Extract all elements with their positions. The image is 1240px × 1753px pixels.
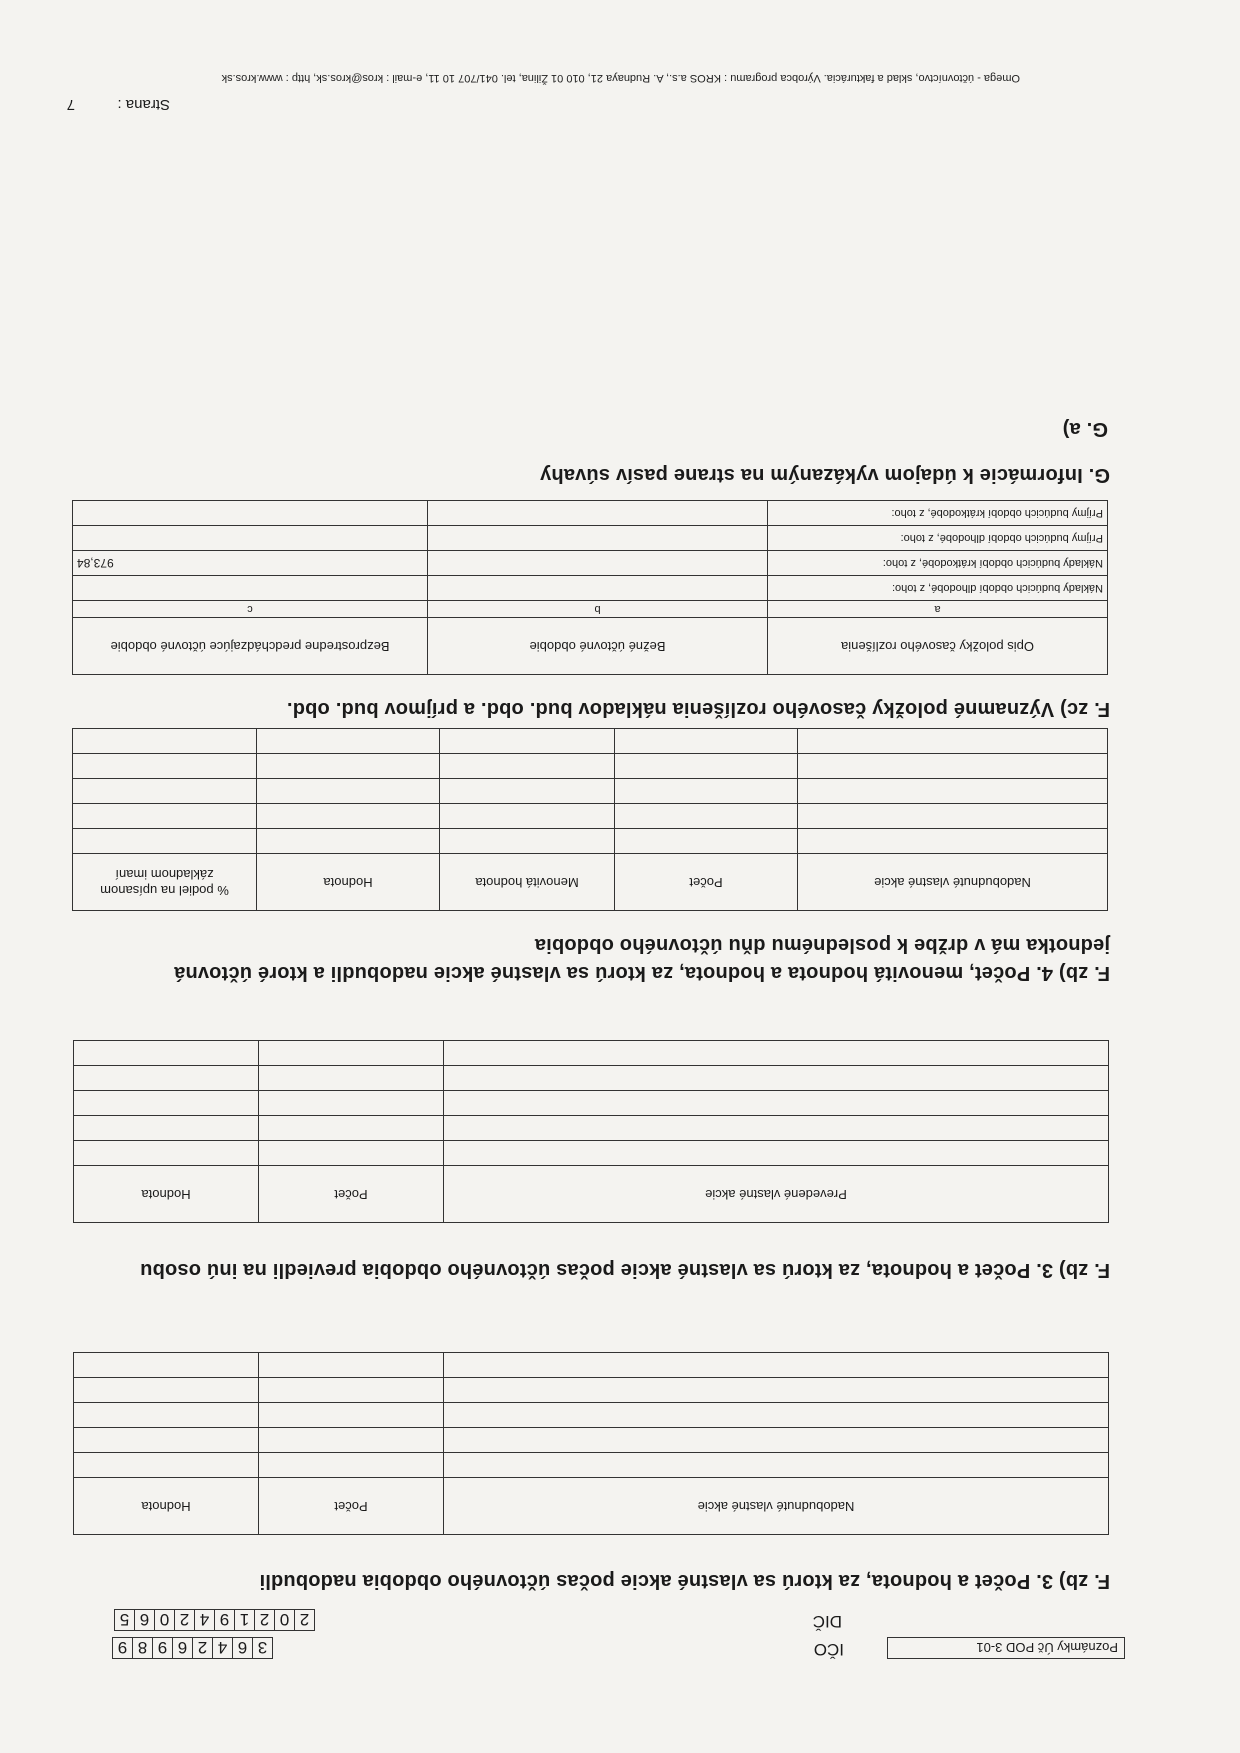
dic-digits (114, 1609, 314, 1631)
table-row (73, 526, 1108, 551)
table-cell (444, 1066, 1109, 1091)
ico-label: IČO (813, 1640, 844, 1659)
table-cell (798, 829, 1108, 854)
table-cell (259, 1353, 444, 1378)
previous-value (73, 526, 428, 551)
section-g-subheading: G. a) (1062, 418, 1108, 440)
column-header: Bezprostredne predchádzajúce účtovné obdobie (73, 618, 428, 675)
previous-value (73, 576, 428, 601)
column-header: % podiel na upísanom základnom imaní (73, 854, 257, 911)
table-cell (74, 1116, 259, 1141)
row-label: Náklady budúcich období dlhodobé, z toho: (768, 576, 1108, 601)
table-cell (444, 1141, 1109, 1166)
table-row (74, 1116, 1109, 1141)
table-cell (444, 1453, 1109, 1478)
table-row (73, 501, 1108, 526)
current-value (428, 526, 768, 551)
table-cell (257, 804, 440, 829)
table-row (73, 576, 1108, 601)
table-row (74, 1403, 1109, 1428)
table-row (73, 551, 1108, 576)
table-row (74, 1066, 1109, 1091)
column-header: Opis položky časového rozlíšenia (768, 618, 1108, 675)
table-cell (440, 804, 615, 829)
transferred-shares-table (73, 1040, 1109, 1223)
held-shares-table (72, 728, 1108, 911)
table-cell (444, 1116, 1109, 1141)
section-zc-heading: F. zc) Významné položky časového rozlíšenia nákladov bud. obd. a príjmov bud. obd. (286, 698, 1110, 720)
acquired-shares-table (73, 1352, 1109, 1535)
table-cell (257, 754, 440, 779)
table-row (73, 729, 1108, 754)
table-cell (74, 1378, 259, 1403)
ico-digit: 2 (192, 1637, 213, 1659)
table-cell (615, 829, 798, 854)
table-cell (74, 1091, 259, 1116)
table-cell (74, 1066, 259, 1091)
table-cell (74, 1041, 259, 1066)
previous-value (73, 501, 428, 526)
section-zb3-transferred-heading: F. zb) 3. Počet a hodnota, za ktorú sa vlastné akcie počas účtovného obdobia previedli na inú osobu (140, 1259, 1110, 1281)
table-row (73, 754, 1108, 779)
table-row (74, 1041, 1109, 1066)
column-header: Hodnota (74, 1166, 259, 1223)
form-label: Poznámky Úč POD 3-01 (887, 1637, 1125, 1659)
row-label: Príjmy budúcich období krátkodobé, z toho: (768, 501, 1108, 526)
dic-digit: 6 (134, 1609, 155, 1631)
table-row (74, 1453, 1109, 1478)
table-cell (259, 1066, 444, 1091)
ico-digit: 6 (172, 1637, 193, 1659)
table-row (74, 1091, 1109, 1116)
column-header: Hodnota (257, 854, 440, 911)
table-cell (259, 1091, 444, 1116)
table-cell (615, 754, 798, 779)
table-cell (444, 1353, 1109, 1378)
column-letter: a (768, 601, 1108, 618)
dic-digit: 1 (234, 1609, 255, 1631)
ico-digit: 6 (232, 1637, 253, 1659)
column-header: Počet (259, 1166, 444, 1223)
table-row (73, 804, 1108, 829)
table-cell (259, 1378, 444, 1403)
accruals-table (72, 500, 1108, 675)
current-value (428, 576, 768, 601)
table-row (73, 779, 1108, 804)
table-cell (798, 804, 1108, 829)
table-cell (259, 1428, 444, 1453)
row-label: Náklady budúcich období krátkodobé, z toho: (768, 551, 1108, 576)
table-cell (615, 779, 798, 804)
page-label: Strana : (117, 96, 170, 113)
page-number: 7 (66, 96, 75, 113)
dic-digit: 5 (114, 1609, 135, 1631)
ico-digit: 9 (112, 1637, 133, 1659)
table-cell (73, 754, 257, 779)
producer-footer: Omega - účtovníctvo, sklad a fakturácia. Výrobca programu : KROS a.s., A. Rudnaya 21, 010 01 Žilina, tel. 041/707 10 11, e-mail : kros@kros.sk, http : www.kros.sk (221, 72, 1020, 84)
table-cell (259, 1041, 444, 1066)
ico-digits (112, 1637, 272, 1659)
table-cell (73, 729, 257, 754)
column-header: Nadobudnuté vlastné akcie (444, 1478, 1109, 1535)
table-cell (257, 779, 440, 804)
section-zb3-acquired-heading: F. zb) 3. Počet a hodnota, za ktorú sa vlastné akcie počas účtovného obdobia nadobudli (259, 1570, 1110, 1592)
column-header: Prevedené vlastné akcie (444, 1166, 1109, 1223)
dic-digit: 2 (294, 1609, 315, 1631)
table-cell (74, 1353, 259, 1378)
table-cell (440, 729, 615, 754)
current-value (428, 551, 768, 576)
column-letter: b (428, 601, 768, 618)
dic-digit: 2 (254, 1609, 275, 1631)
section-zb4-heading: F. zb) 4. Počet, menovitá hodnota a hodnota, za ktorú sa vlastné akcie nadobudli a ktoré účtovná jednotka má v držbe k poslednému dňu účtovného obdobia (173, 934, 1110, 984)
table-cell (444, 1378, 1109, 1403)
row-label: Príjmy budúcich období dlhodobé, z toho: (768, 526, 1108, 551)
table-cell (73, 829, 257, 854)
column-header: Hodnota (74, 1478, 259, 1535)
table-row (74, 1378, 1109, 1403)
column-header: Menovitá hodnota (440, 854, 615, 911)
table-cell (73, 804, 257, 829)
table-cell (73, 779, 257, 804)
table-cell (798, 754, 1108, 779)
table-cell (440, 779, 615, 804)
section-g-heading: G. Informácie k údajom vykázaným na strane pasív súvahy (539, 464, 1110, 486)
table-cell (444, 1041, 1109, 1066)
ico-digit: 9 (152, 1637, 173, 1659)
table-row (73, 829, 1108, 854)
table-cell (259, 1453, 444, 1478)
dic-digit: 0 (274, 1609, 295, 1631)
dic-digit: 2 (174, 1609, 195, 1631)
ico-digit: 4 (212, 1637, 233, 1659)
column-header: Počet (259, 1478, 444, 1535)
previous-value: 973,84 (73, 551, 428, 576)
table-cell (257, 729, 440, 754)
dic-digit: 0 (154, 1609, 175, 1631)
table-row (74, 1353, 1109, 1378)
column-header: Bežné účtovné obdobie (428, 618, 768, 675)
table-cell (259, 1141, 444, 1166)
table-cell (259, 1116, 444, 1141)
table-cell (74, 1453, 259, 1478)
ico-digit: 8 (132, 1637, 153, 1659)
table-cell (259, 1403, 444, 1428)
ico-digit: 3 (252, 1637, 273, 1659)
table-cell (798, 729, 1108, 754)
table-row (74, 1141, 1109, 1166)
dic-digit: 4 (194, 1609, 215, 1631)
table-cell (257, 829, 440, 854)
column-letter: c (73, 601, 428, 618)
table-cell (440, 754, 615, 779)
dic-digit: 9 (214, 1609, 235, 1631)
table-cell (444, 1091, 1109, 1116)
table-cell (615, 804, 798, 829)
table-row (74, 1428, 1109, 1453)
column-header: Počet (615, 854, 798, 911)
table-cell (74, 1428, 259, 1453)
table-cell (74, 1403, 259, 1428)
table-cell (615, 729, 798, 754)
table-cell (74, 1141, 259, 1166)
table-cell (444, 1428, 1109, 1453)
table-cell (798, 779, 1108, 804)
column-header: Nadobudnuté vlastné akcie (798, 854, 1108, 911)
current-value (428, 501, 768, 526)
table-cell (440, 829, 615, 854)
table-cell (444, 1403, 1109, 1428)
dic-label: DIČ (812, 1612, 842, 1631)
